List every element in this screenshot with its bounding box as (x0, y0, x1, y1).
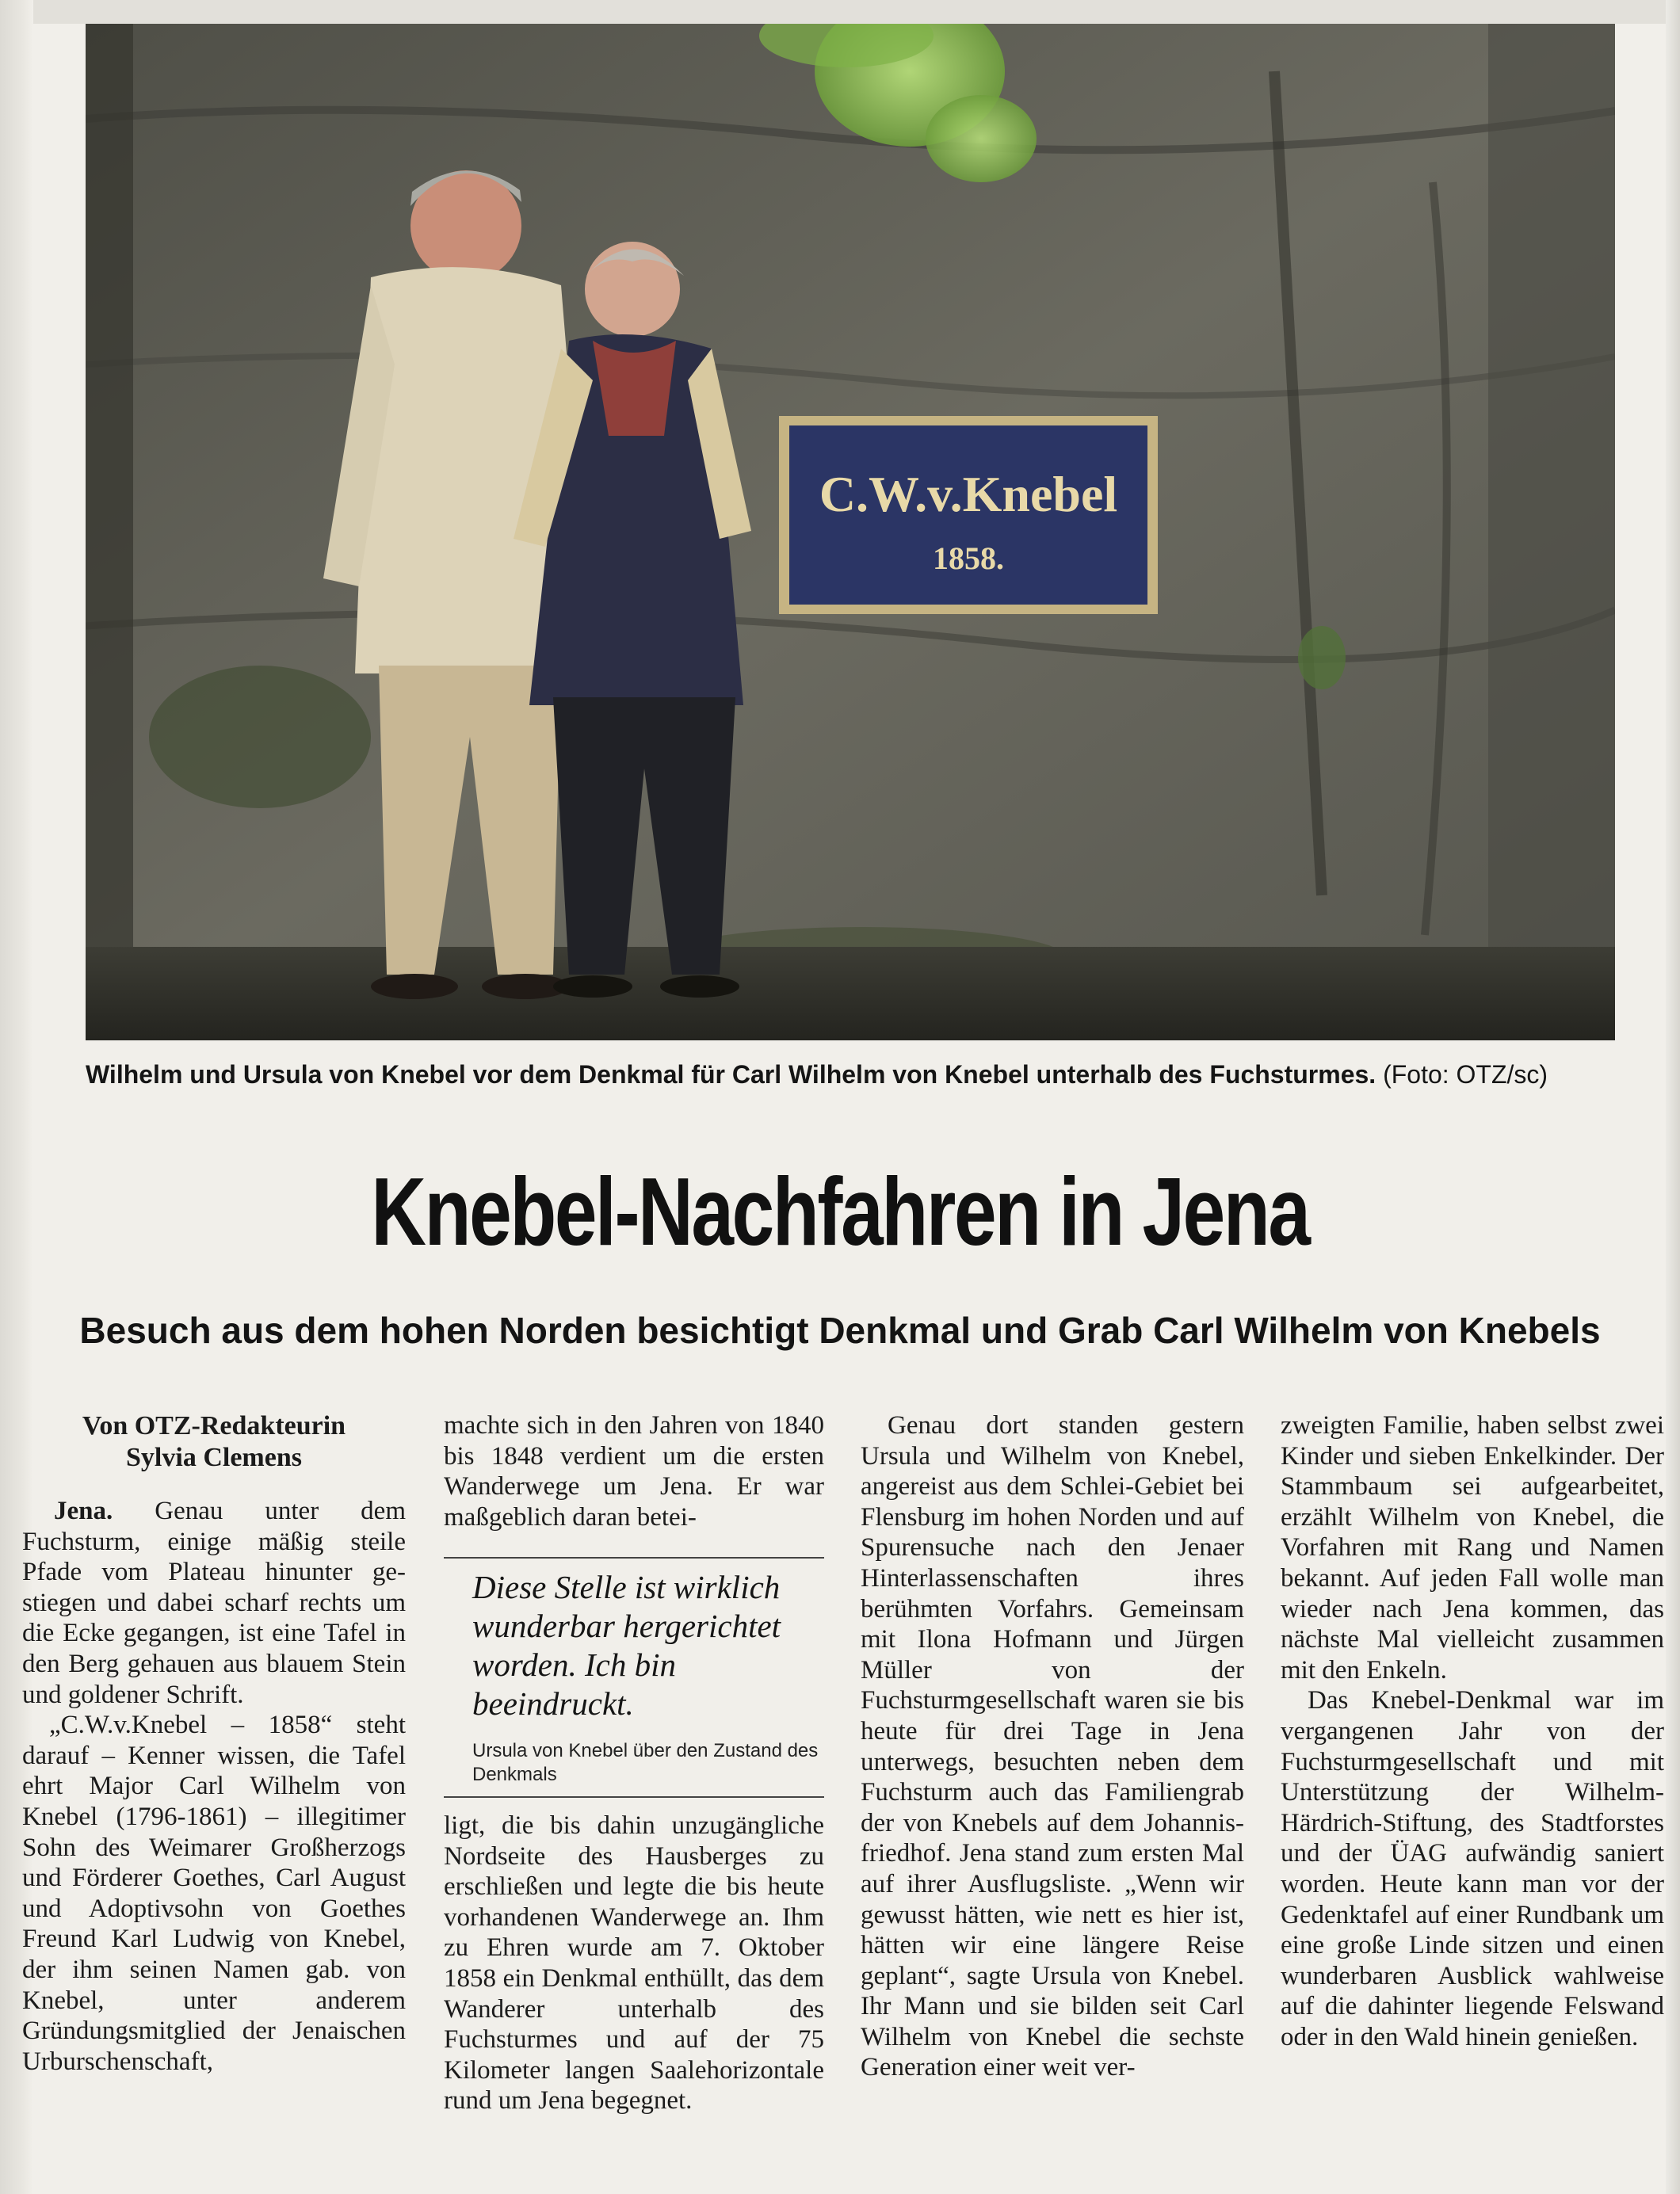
article-column-4 (1281, 1410, 1664, 2052)
pullquote (444, 1557, 824, 1798)
article-paragraph: Genau dort standen gestern Ursula und Wilhelm von Knebel, angereist aus dem Schlei-Gebiet bei Flensburg im hohen Norden und auf Spurensuche nach den Jenaer Hinterlassenschaften ihres berühmten Vorfahrs. Gemeinsam mit Ilona Hofmann und Jürgen Müller von der Fuchsturmgesellschaft waren sie bis heute für drei Tage in Jena unterwegs, besuchten neben dem Fuchsturm auch das Familiengrab der von Knebels auf dem Johannisfriedhof. Jena stand zum ersten Mal auf ihrer Ausflugsliste. „Wenn wir gewusst hätten, wie nett es hier ist, hätten wir eine längere Reise geplant“, sagte Ursula von Knebel. Ihr Mann und sie bilden seit Carl Wilhelm von Knebel die sechste Generation einer weit ver- (861, 1411, 1244, 2082)
paragraph-text: Genau unter dem Fuchsturm, einige mäßig steile Pfade vom Plateau hinunter gestiegen und dabei scharf rechts um die Ecke gegangen, ist eine Tafel in den Berg gehauen aus blauem Stein und goldener Schrift. (22, 1497, 406, 1709)
article-column-1 (22, 1410, 406, 2077)
article-paragraph: Das Knebel-Denkmal war im vergangenen Jahr von der Fuchsturmgesellschaft und mit Unterstützung der Wilhelm-Härdrich-Stiftung, des Stadtforstes und der ÜAG aufwändig saniert worden. Heute kann man vor der Gedenktafel auf einer Rundbank um eine große Linde sitzen und einen wunderbaren Ausblick wahlweise auf die dahinter liegende Felswand oder in den Wald hinein genießen. (1281, 1686, 1664, 2051)
byline-line-2: Sylvia Clemens (126, 1443, 302, 1472)
memorial-plaque (779, 416, 1158, 614)
adjacent-page-edge-right (1666, 0, 1680, 2194)
subheadline: Besuch aus dem hohen Norden besichtigt Denkmal und Grab Carl Wilhelm von Knebels (79, 1310, 1601, 1351)
headline: Knebel-Nachfahren in Jena (371, 1158, 1309, 1265)
caption-text: Wilhelm und Ursula von Knebel vor dem Denkmal für Carl Wilhelm von Knebel unterhalb des Fuchsturmes. (86, 1060, 1376, 1089)
pullquote-attribution: Ursula von Knebel über den Zustand des Denkmals (472, 1740, 819, 1785)
article-paragraph: ligt, die bis dahin unzugängliche Nordseite des Hausberges zu erschließen und legte die bis heute vorhandenen Wanderwege an. Ihm zu Ehren wurde am 7. Oktober 1858 ein Denkmal enthüllt, das dem Wanderer unterhalb des Fuchsturmes und auf der 75 Kilometer langen Saalehorizontale rund um Jena begegnet. (444, 1811, 824, 2116)
plaque-year: 1858. (933, 540, 1004, 576)
photo-illustration (86, 24, 1615, 1040)
article-column-2-continued (444, 1811, 824, 2116)
article-paragraph: zweigten Familie, haben selbst zwei Kinder und sieben Enkelkinder. Der Stammbaum sei aufgearbeitet, erzählt Wilhelm von Knebel, die Vorfahren mit Rang und Namen bekannt. Auf jeden Fall wolle man wieder nach Jena kommen, das nächste Mal vielleicht zusammen mit den Enkeln. (1281, 1411, 1664, 1685)
byline (22, 1410, 406, 1474)
article-paragraph: machte sich in den Jahren von 1840 bis 1848 verdient um die ersten Wanderwege um Jena. Er war maßgeblich daran betei- (444, 1411, 824, 1532)
byline-line-1: Von OTZ-Redakteurin (82, 1411, 346, 1440)
article-paragraph (22, 1496, 406, 1710)
photo-credit: (Foto: OTZ/sc) (1383, 1060, 1548, 1089)
article-photo (86, 24, 1615, 1040)
dateline: Jena. (54, 1497, 113, 1525)
page-top-strip (0, 0, 1680, 24)
article-column-3 (861, 1410, 1244, 2083)
pullquote-text: Diese Stelle ist wirklich wunderbar hergerichtet worden. Ich bin beeindruckt. (472, 1569, 781, 1722)
plaque-name: C.W.v.Knebel (819, 466, 1118, 522)
article-column-2 (444, 1410, 824, 1532)
photo-caption (86, 1060, 1615, 1098)
article-paragraph: „C.W.v.Knebel – 1858“ steht darauf – Kenner wissen, die Tafel ehrt Major Carl Wilhelm von Knebel (1796-1861) – illegitimer Sohn des Weimarer Großherzogs und Förderer Goethes, Carl August und Adoptivsohn von Goethes Freund Karl Ludwig von Knebel, der ihm seinen Namen gab. von Knebel, unter anderem Gründungsmitglied der Jenaischen Urburschenschaft, (22, 1711, 406, 2076)
